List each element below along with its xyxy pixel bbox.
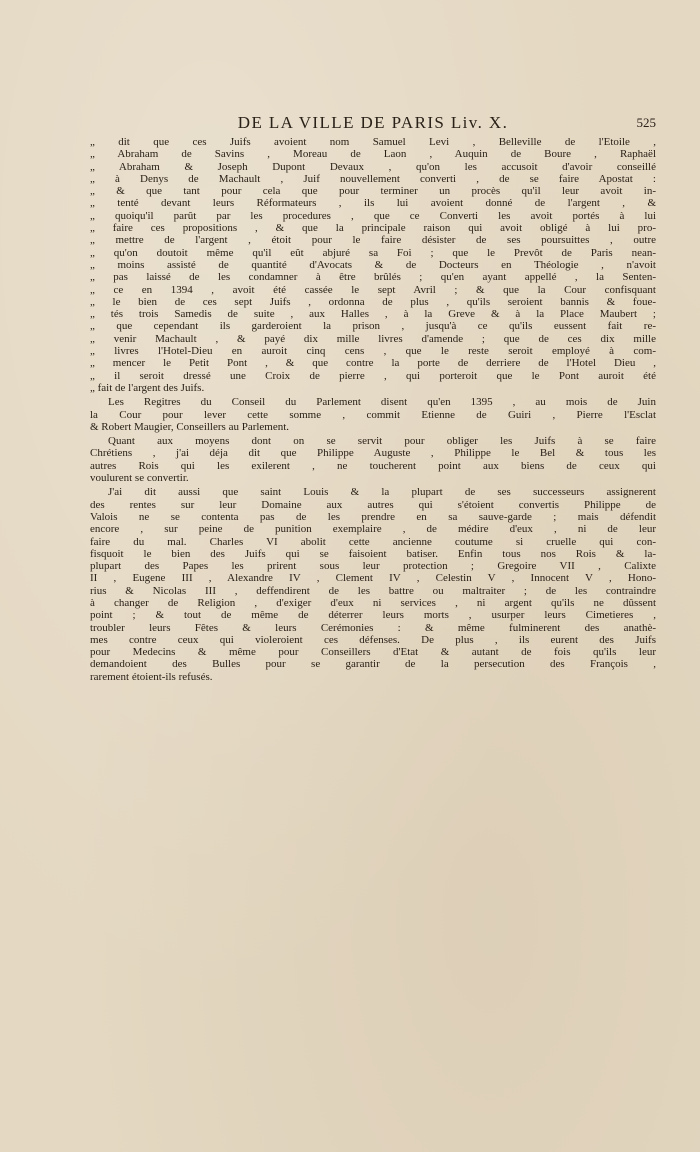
text-line: troubler leurs Fêtes & leurs Cerémonies : & même fulminerent des anathè- — [90, 621, 656, 634]
text-line: voulurent se convertir. — [90, 472, 189, 485]
text-line: „ livres l'Hotel-Dieu en auroit cinq cens , que le reste seroit employé à com- — [90, 345, 656, 358]
text-line: „ Abraham & Joseph Dupont Devaux , qu'on les accusoit d'avoir conseillé — [90, 160, 656, 173]
text-line: „ fait de l'argent des Juifs. — [90, 381, 205, 394]
text-line: „ quoiqu'il parût par les procedures , que ce Converti les avoit portés à lui — [90, 209, 656, 222]
text-line: „ il seroit dressé une Croix de pierre , qui porteroit que le Pont auroit été — [90, 369, 656, 382]
text-line: II , Eugene III , Alexandre IV , Clement IV , Celestin V , Innocent V , Hono- — [90, 572, 656, 585]
text-line: point ; & tout de même de déterrer leurs morts , usurper leurs Cimetieres , — [90, 609, 656, 622]
text-line: & Robert Maugier, Conseillers au Parlement. — [90, 420, 290, 433]
paragraph — [90, 396, 656, 433]
text-line: mes contre ceux qui violeroient ces défenses. De plus , ils eurent des Juifs — [90, 633, 656, 646]
page-header — [90, 112, 656, 134]
text-line: „ qu'on doutoit même qu'il eût abjuré sa Foi ; que le Prevôt de Paris nean- — [90, 246, 656, 259]
text-line: „ Abraham de Savins , Moreau de Laon , Auquin de Boure , Raphaël — [90, 148, 656, 161]
text-line: „ tenté devant leurs Réformateurs , ils lui avoient donné de l'argent , & — [90, 197, 656, 210]
text-line: „ faire ces propositions , & que la principale raison qui avoit obligé à lui pro- — [90, 222, 656, 235]
paragraph — [90, 486, 656, 683]
text-line: rarement étoient-ils refusés. — [90, 670, 213, 683]
text-line: Quant aux moyens dont on se servit pour obliger les Juifs à se faire — [108, 435, 656, 448]
page-number: 525 — [636, 115, 656, 130]
text-line: „ à Denys de Machault , Juif nouvellement converti , de se faire Apostat : — [90, 172, 656, 185]
text-line: „ dit que ces Juifs avoient nom Samuel Levi , Belleville de l'Etoile , — [90, 136, 656, 148]
text-line: encore , sur peine de punition exemplaire , de médire d'eux , ni de leur — [90, 523, 656, 536]
text-line: demandoient des Bulles pour se garantir de la persecution des François , — [90, 658, 656, 671]
text-line: Les Regitres du Conseil du Parlement disent qu'en 1395 , au mois de Juin — [108, 396, 656, 409]
text-line: fisquoit le bien des Juifs qui se faisoient batiser. Enfin tous nos Rois & la- — [90, 547, 656, 560]
text-line: Valois ne se contenta pas de les prendre en sa sauve-garde ; mais défendit — [90, 510, 656, 523]
text-line: faire du mal. Charles VI abolit cette ancienne coutume si cruelle qui con- — [90, 535, 656, 548]
text-line: „ mettre de l'argent , étoit pour le faire désister de ses poursuittes , outre — [90, 234, 656, 247]
text-line: „ & que tant pour cela que pour terminer un procès qu'il leur avoit in- — [90, 185, 656, 198]
text-line: „ le bien de ces sept Juifs , ordonna de plus , qu'ils seroient bannis & foue- — [90, 295, 656, 308]
paragraph — [90, 136, 656, 394]
text-line: „ venir Machault , & payé dix mille livres d'amende ; que de ces dix mille — [90, 332, 656, 345]
text-line: pour Medecins & même pour Conseillers d'Etat & autant de fois qu'ils leur — [90, 646, 656, 659]
text-line: „ ce en 1394 , avoit été cassée le sept Avril ; & que la Cour confisquant — [90, 283, 656, 296]
text-line: Chrétiens , j'ai déja dit que Philippe Auguste , Philippe le Bel & tous les — [90, 447, 656, 460]
text-line: J'ai dit aussi que saint Louis & la plupart de ses successeurs assignerent — [108, 486, 656, 499]
text-line: rius & Nicolas III , deffendirent de les battre ou maltraiter ; de les contraindre — [90, 584, 656, 597]
text-line: autres Rois qui les exilerent , ne toucherent point aux biens de ceux qui — [90, 459, 656, 472]
text-line: plupart des Papes les prirent sous leur protection ; Gregoire VII , Calixte — [90, 560, 656, 573]
body-text — [90, 136, 656, 683]
paragraph — [90, 435, 656, 484]
text-line: des rentes sur leur Domaine aux autres qui s'étoient convertis Philippe de — [90, 498, 656, 511]
text-line: la Cour pour lever cette somme , commit Etienne de Guiri , Pierre l'Esclat — [90, 408, 656, 421]
text-line: „ pas laissé de les condamner à être brûlés ; qu'en ayant appellé , la Senten- — [90, 271, 656, 284]
text-line: „ mencer le Petit Pont , & que contre la porte de derriere de l'Hotel Dieu , — [90, 357, 656, 370]
text-line: „ que cependant ils garderoient la prison , jusqu'à ce qu'ils eussent fait re- — [90, 320, 656, 333]
text-line: „ tés trois Samedis de suite , aux Halles , à la Greve & à la Place Maubert ; — [90, 308, 656, 321]
running-head: DE LA VILLE DE PARIS Liv. X. — [237, 113, 509, 132]
text-line: „ moins assisté de quantité d'Avocats & de Docteurs en Théologie , n'avoit — [90, 258, 656, 271]
text-line: à changer de Religion , d'exiger d'eux ni services , ni argent qu'ils ne dûssent — [90, 596, 656, 609]
